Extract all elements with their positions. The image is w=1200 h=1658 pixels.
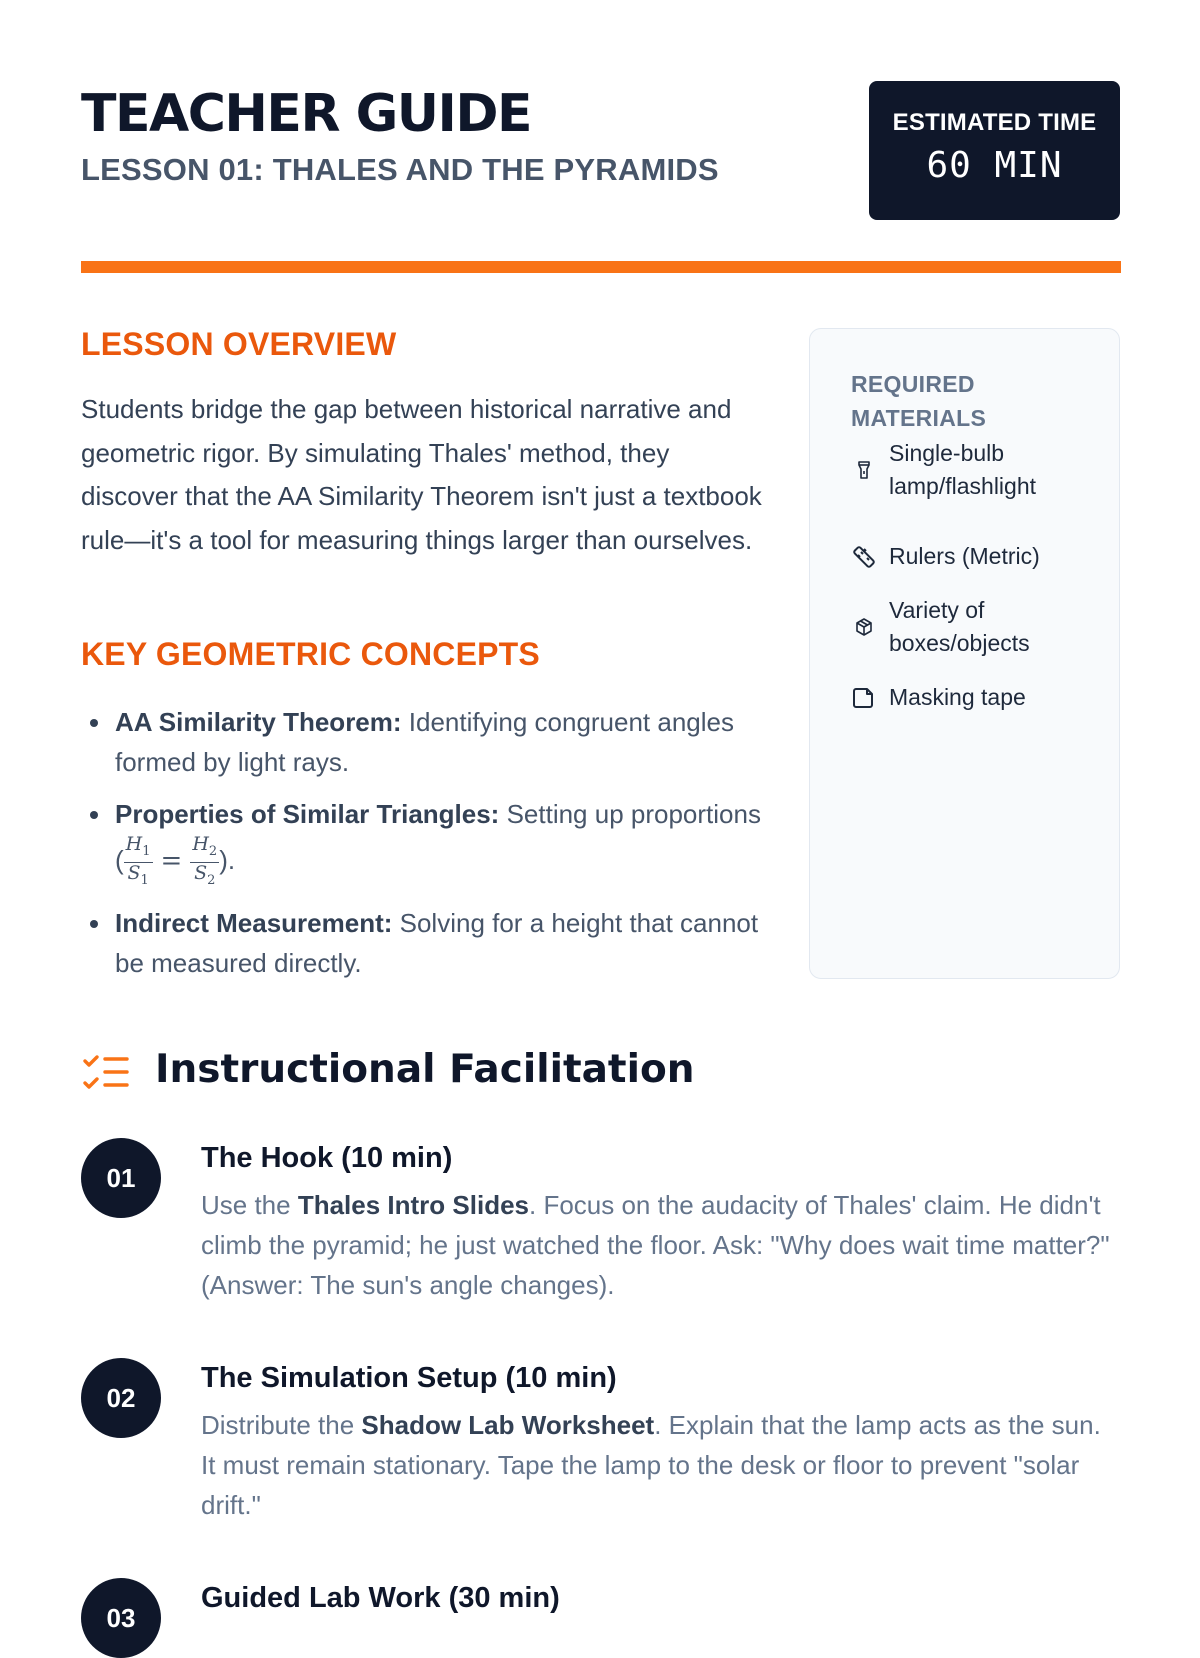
concept-text: Identifying congruent angles formed by light rays. bbox=[115, 707, 734, 777]
step-title: The Simulation Setup (10 min) bbox=[201, 1362, 617, 1394]
material-label: Single-bulb lamp/flashlight bbox=[889, 440, 1037, 499]
tape-icon bbox=[851, 685, 877, 711]
list-item bbox=[81, 702, 771, 782]
list-item bbox=[81, 794, 771, 891]
concept-term: Properties of Similar Triangles: bbox=[115, 799, 500, 829]
step-description: Distribute the Shadow Lab Worksheet. Explain that the lamp acts as the sun. It must remain stationary. Tape the lamp to the desk or floor to prevent "solar drift." bbox=[201, 1410, 1101, 1520]
header-divider bbox=[81, 261, 1121, 273]
concepts-list bbox=[81, 702, 771, 995]
step-number-badge: 01 bbox=[81, 1138, 161, 1218]
step-title: The Hook (10 min) bbox=[201, 1142, 453, 1174]
step-number-badge: 03 bbox=[81, 1578, 161, 1658]
teacher-guide-page bbox=[81, 0, 1121, 1633]
ratio-h1-s1: $\frac{H_1}{S_1}$ bbox=[125, 833, 151, 888]
flashlight-icon bbox=[851, 457, 877, 483]
material-label: Variety of boxes/objects bbox=[889, 597, 1030, 656]
resource-name: Thales Intro Slides bbox=[297, 1190, 529, 1220]
page-title: TEACHER GUIDE bbox=[81, 84, 532, 144]
overview-text: Students bridge the gap between historical narrative and geometric rigor. By simulating Thales' method, they discover that the AA Similarity Theorem isn't just a textbook rule—it's a tool for measuring things larger than ourselves. bbox=[81, 394, 762, 555]
concept-text: Solving for a height that cannot be measured directly. bbox=[115, 907, 759, 978]
concept-term: Indirect Measurement: bbox=[115, 907, 393, 938]
required-materials-card bbox=[809, 328, 1120, 979]
concept-term: AA Similarity Theorem: bbox=[115, 707, 402, 737]
material-label: Rulers (Metric) bbox=[889, 543, 1040, 569]
material-label: Masking tape bbox=[889, 684, 1026, 710]
step-title: Guided Lab Work (30 min) bbox=[201, 1582, 560, 1614]
equals-sign: = bbox=[160, 846, 183, 877]
concept-text-end: ). bbox=[219, 845, 236, 876]
overview-heading: LESSON OVERVIEW bbox=[81, 326, 397, 362]
ruler-icon bbox=[851, 544, 877, 570]
estimated-time-label: ESTIMATED TIME bbox=[892, 109, 1097, 136]
resource-name: Shadow Lab Worksheet bbox=[361, 1410, 655, 1440]
checklist-icon bbox=[81, 1053, 131, 1098]
ratio-h2-s2: $\frac{H_2}{S_2}$ bbox=[192, 833, 218, 888]
box-icon bbox=[851, 614, 877, 640]
material-item bbox=[851, 540, 1089, 573]
concept-text: Setting up proportions ( bbox=[115, 799, 761, 876]
material-item bbox=[851, 437, 1089, 503]
facilitation-heading: Instructional Facilitation bbox=[155, 1047, 695, 1092]
estimated-time-badge bbox=[869, 81, 1120, 220]
step-number-badge: 02 bbox=[81, 1358, 161, 1438]
list-item bbox=[81, 903, 771, 983]
estimated-time-value: 60 MIN bbox=[926, 145, 1063, 186]
concepts-heading: KEY GEOMETRIC CONCEPTS bbox=[81, 636, 540, 672]
material-item bbox=[851, 594, 1089, 660]
lesson-subtitle: LESSON 01: THALES AND THE PYRAMIDS bbox=[81, 152, 719, 187]
step-description: Use the Thales Intro Slides. Focus on the audacity of Thales' claim. He didn't climb the pyramid; he just watched the floor. Ask: "Why does wait time matter?" (Answer: The sun's angle changes). bbox=[201, 1190, 1110, 1300]
material-item bbox=[851, 681, 1089, 714]
materials-title: REQUIRED MATERIALS bbox=[851, 371, 987, 431]
